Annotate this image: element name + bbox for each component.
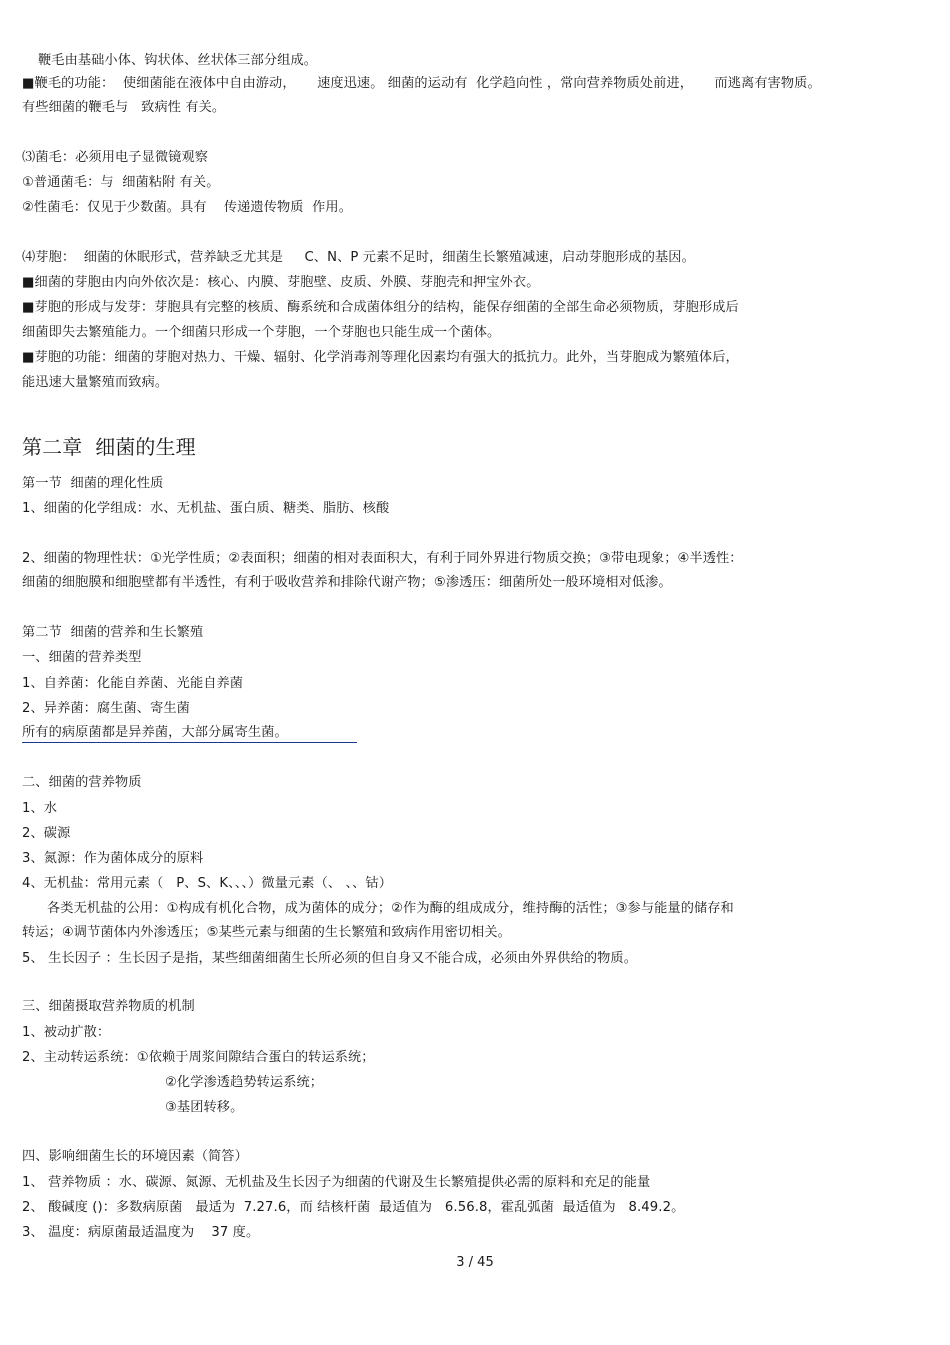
text-line: 5、 生长因子 ：生长因子是指，某些细菌细菌生长所必须的但自身又不能合成，必须由外界供给的物质。 xyxy=(22,951,638,966)
text-line: ③基团转移。 xyxy=(165,1100,244,1115)
text-line: 3、 温度：病原菌最适温度为 37 度。 xyxy=(22,1225,260,1240)
text-line: 鞭毛由基础小体、钩状体、丝状体三部分组成。 xyxy=(38,53,318,68)
text-line: 2、细菌的物理性状：①光学性质；②表面积；细菌的相对表面积大，有利于同外界进行物质交换；③带电现象；④半透性： xyxy=(22,551,743,566)
text-line: 2、碳源 xyxy=(22,826,71,841)
text-line: ②性菌毛：仅见于少数菌。具有 传递遗传物质 作用。 xyxy=(22,200,352,215)
text-line: 3、氮源：作为菌体成分的原料 xyxy=(22,851,204,866)
text-line: ■细菌的芽胞由内向外依次是：核心、内膜、芽胞壁、皮质、外膜、芽胞壳和押宝外衣。 xyxy=(22,275,540,290)
text-line: ⑷芽胞： 细菌的休眠形式，营养缺乏尤其是 C、N、P 元素不足时，细菌生长繁殖减速，启动芽胞形成的基因。 xyxy=(22,250,695,265)
text-line: 各类无机盐的公用：①构成有机化合物，成为菌体的成分；②作为酶的组成成分，维持酶的活性；③参与能量的储存和 xyxy=(47,901,734,916)
text-line: 四、影响细菌生长的环境因素（简答） xyxy=(22,1149,248,1164)
text-line: 二、细菌的营养物质 xyxy=(22,775,142,790)
page-number: 3 / 45 xyxy=(456,1255,494,1270)
text-line: ⑶菌毛：必须用电子显微镜观察 xyxy=(22,150,209,165)
text-line: ①普通菌毛：与 细菌粘附 有关。 xyxy=(22,175,220,190)
underlined-text-line: 所有的病原菌都是异养菌，大部分属寄生菌。 xyxy=(22,725,357,743)
text-line: 2、异养菌：腐生菌、寄生菌 xyxy=(22,701,190,716)
chapter-title: 第二章 细菌的生理 xyxy=(22,435,196,459)
text-line: 2、 酸碱度 ()：多数病原菌 最适为 7.27.6，而 结核杆菌 最适值为 6.56.8，霍乱弧菌 最适值为 8.49.2。 xyxy=(22,1200,685,1215)
text-line: 转运；④调节菌体内外渗透压；⑤某些元素与细菌的生长繁殖和致病作用密切相关。 xyxy=(22,925,511,940)
text-line: 1、 营养物质 ：水、碳源、氮源、无机盐及生长因子为细菌的代谢及生长繁殖提供必需的原料和充足的能量 xyxy=(22,1175,651,1190)
text-line: 一、细菌的营养类型 xyxy=(22,650,142,665)
text-line: 1、细菌的化学组成：水、无机盐、蛋白质、糖类、脂肪、核酸 xyxy=(22,501,390,516)
text-line: 1、被动扩散： xyxy=(22,1025,111,1040)
text-line: 1、水 xyxy=(22,801,58,816)
section-title: 第一节 细菌的理化性质 xyxy=(22,476,164,491)
text-line: 细菌即失去繁殖能力。一个细菌只形成一个芽胞，一个芽胞也只能生成一个菌体。 xyxy=(22,325,501,340)
text-line: 4、无机盐：常用元素（ P、S、K、、、）微量元素（、 、、钴） xyxy=(22,876,393,891)
section-title: 第二节 细菌的营养和生长繁殖 xyxy=(22,625,204,640)
text-line: ■芽胞的形成与发芽：芽胞具有完整的核质、酶系统和合成菌体组分的结构，能保存细菌的全部生命必须物质，芽胞形成后 xyxy=(22,300,739,315)
text-line: 能迅速大量繁殖而致病。 xyxy=(22,375,169,390)
text-line: 细菌的细胞膜和细胞壁都有半透性，有利于吸收营养和排除代谢产物；⑤渗透压：细菌所处一般环境相对低渗。 xyxy=(22,575,672,590)
text-line: 2、主动转运系统：①依赖于周浆间隙结合蛋白的转运系统； xyxy=(22,1050,375,1065)
text-line: ②化学渗透趋势转运系统； xyxy=(165,1075,324,1090)
text-line: ■鞭毛的功能： 使细菌能在液体中自由游动， 速度迅速。 细菌的运动有 化学趋向性 ，常向营养物质处前进， 而逃离有害物质。 xyxy=(22,76,821,91)
text-line: 三、细菌摄取营养物质的机制 xyxy=(22,999,195,1014)
text-line: ■芽胞的功能：细菌的芽胞对热力、干燥、辐射、化学消毒剂等理化因素均有强大的抵抗力。此外，当芽胞成为繁殖体后， xyxy=(22,350,739,365)
text-line: 有些细菌的鞭毛与 致病性 有关。 xyxy=(22,100,226,115)
text-line: 1、自养菌：化能自养菌、光能自养菌 xyxy=(22,676,244,691)
